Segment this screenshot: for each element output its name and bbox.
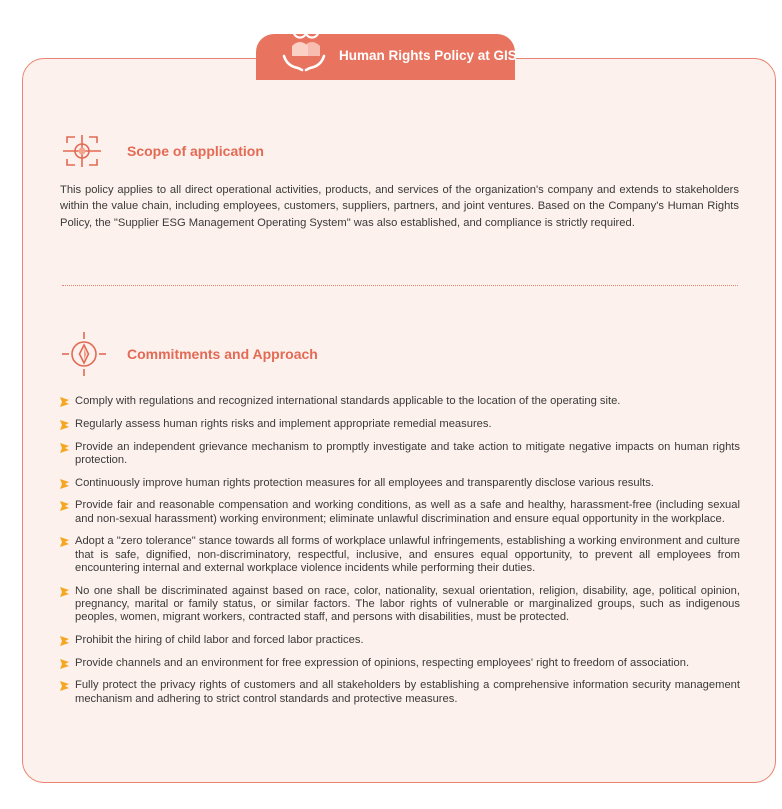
list-item: Fully protect the privacy rights of customers and all stakeholders by establishing a comprehensive information security management mechanism and adhering to strict control standards and protective measures. [60,679,740,705]
triangle-bullet-icon [60,420,69,430]
list-item: No one shall be discriminated against based on race, color, nationality, sexual orientation, religion, disability, age, political opinion, pregnancy, marital or family status, or similar factors. The labor rights of vulnerable or marginalized groups, such as indigenous peoples, women, migrant workers, contracted staff, and persons with disabilities, must be protected. [60,585,740,625]
header-tab [256,34,515,80]
scope-paragraph: This policy applies to all direct operational activities, products, and services of the organization's company and extends to stakeholders within the value chain, including employees, customers, suppliers, partners, and joint ventures. Based on the Company's Human Rights Policy, the "Supplier ESG Management Operating System" was also established, and compliance is strictly required. [60,184,739,229]
people-hands-icon [276,22,332,80]
triangle-bullet-icon [60,443,69,453]
list-item: Provide an independent grievance mechanism to promptly investigate and take action to mitigate negative impacts on human rights protection. [60,441,740,467]
page-title: Human Rights Policy at GIS [339,48,517,63]
list-item: Regularly assess human rights risks and implement appropriate remedial measures. [60,418,740,431]
triangle-bullet-icon [60,501,69,511]
triangle-bullet-icon [60,479,69,489]
list-item: Provide fair and reasonable compensation and working conditions, as well as a safe and healthy, harassment-free (including sexual and non-sexual harassment) working environment; eliminate unlawful discrimination and ensure equal opportunity in the workplace. [60,499,740,525]
triangle-bullet-icon [60,537,69,547]
commitments-title: Commitments and Approach [127,346,318,362]
list-item: Adopt a "zero tolerance" stance towards all forms of workplace unlawful infringements, establishing a working environment and culture that is safe, dignified, non-discriminatory, respectful, inclusive, and ensures equal opportunity, to prevent all employees from encountering internal and external workplace violence incidents while performing their duties. [60,535,740,575]
scope-title: Scope of application [127,143,264,159]
list-item: Prohibit the hiring of child labor and forced labor practices. [60,634,740,647]
list-item: Provide channels and an environment for free expression of opinions, respecting employees' right to freedom of association. [60,657,740,670]
list-item: Continuously improve human rights protection measures for all employees and transparently disclose various results. [60,477,740,490]
commitments-list [60,395,740,715]
triangle-bullet-icon [60,636,69,646]
compass-diamond-icon [60,330,108,378]
list-item: Comply with regulations and recognized international standards applicable to the location of the operating site. [60,395,740,408]
triangle-bullet-icon [60,587,69,597]
triangle-bullet-icon [60,659,69,669]
triangle-bullet-icon [60,681,69,691]
triangle-bullet-icon [60,397,69,407]
target-crosshair-icon [61,133,103,169]
section-divider [62,285,738,286]
